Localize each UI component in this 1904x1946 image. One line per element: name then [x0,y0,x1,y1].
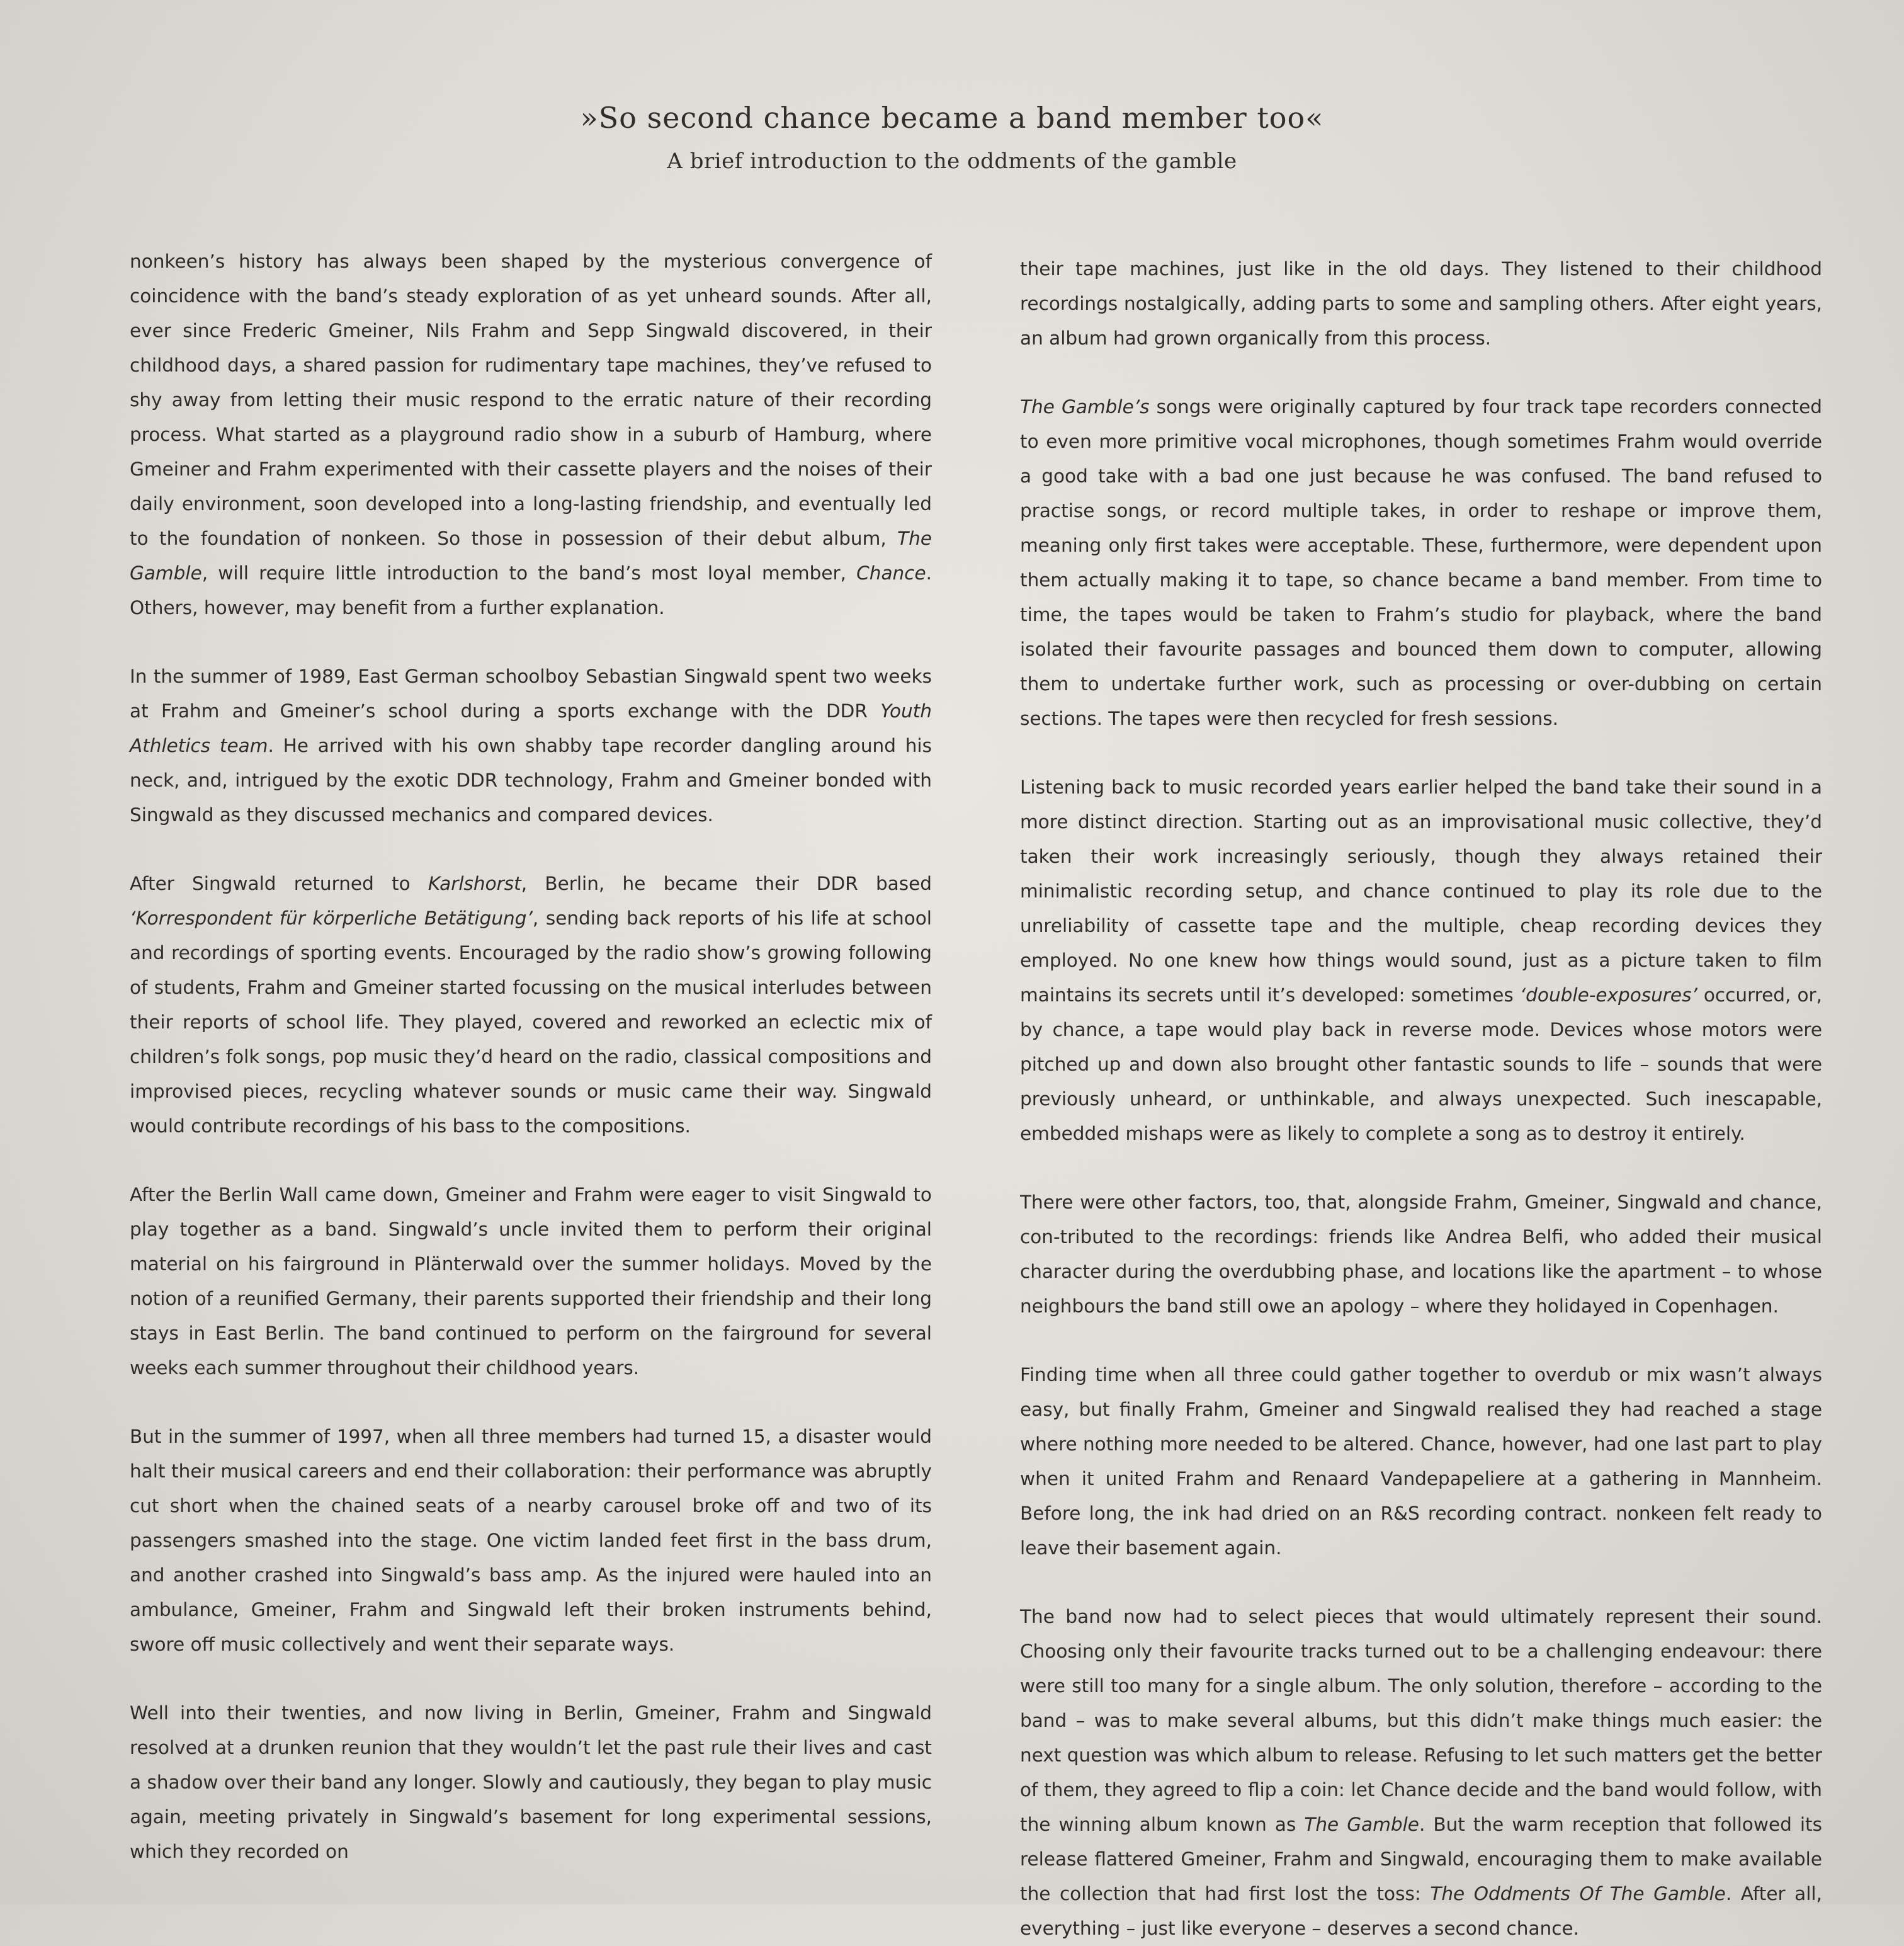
left-column [130,244,932,1869]
italic-run: The Oddments Of The Gamble [1430,1883,1726,1904]
paragraph: After the Berlin Wall came down, Gmeiner and Frahm were eager to visit Singwald to play together as a band. Singwald’s uncle invited them to perform their original material on his fairground in Plänterwald over the summer holidays. Moved by the notion of a reunified Germany, their parents supported their friendship and their long stays in East Berlin. The band continued to perform on the fairground for several weeks each summer throughout their childhood years. [130,1184,932,1379]
paragraph: their tape machines, just like in the old days. They listened to their childhood recordings nostalgically, adding parts to some and sampling others. After eight years, an album had grown organically from this process. [1020,258,1822,349]
right-column [1020,252,1822,1946]
text-run: songs were originally captured by four track tape recorders connected to even more primitive vocal microphones, though sometimes Frahm would override a good take with a bad one just because he was confused. The band refused to practise songs, or record multiple takes, in order to reshape or improve them, meaning only first takes were acceptable. These, furthermore, were dependent upon them actually making it to tape, so chance became a band member. From time to time, the tapes would be taken to Frahm’s studio for playback, where the band isolated their favourite passages and bounced them down to computer, allowing them to undertake further work, such as processing or over-dubbing on certain sections. The tapes were then recycled for fresh sessions. [1020,396,1822,729]
text-run: Listening back to music recorded years earlier helped the band take their sound in a more distinct direction. Starting out as an improvisational music collective, they’d taken their work increasingly seriously, though they always retained their minimalistic recording setup, and chance continued to play its role due to the unreliability of cassette tape and the multiple, cheap recording devices they employed. No one knew how things would sound, just as a picture taken to film maintains its secrets until it’s developed: sometimes [1020,777,1822,1006]
text-run: The band now had to select pieces that would ultimately represent their sound. Choosing only their favourite tracks turned out to be a challenging endeavour: there were still too many for a single album. The only solution, therefore – according to the band – was to make several albums, but this didn’t make things much easier: the next question was which album to release. Refusing to let such matters get the better of them, they agreed to flip a coin: let Chance decide and the band would follow, with the winning album known as [1020,1606,1822,1835]
paragraph: Well into their twenties, and now living in Berlin, Gmeiner, Frahm and Singwald resolved at a drunken reunion that they wouldn’t let the past rule their lives and cast a shadow over their band any longer. Slowly and cautiously, they began to play music again, meeting privately in Singwald’s basement for long experimental sessions, which they recorded on [130,1702,932,1862]
italic-run: The Gamble [1304,1814,1419,1835]
text-run: In the summer of 1989, East German schoolboy Sebastian Singwald spent two weeks at Frahm and Gmeiner’s school during a sports exchange with the DDR [130,666,932,722]
header [0,101,1904,174]
paragraph: Finding time when all three could gather together to overdub or mix wasn’t always easy, but finally Frahm, Gmeiner and Singwald realised they had reached a stage where nothing more needed to be altered. Chance, however, had one last part to play when it united Frahm and Renaard Vandepapeliere at a gathering in Mannheim. Before long, the ink had dried on an R&S recording contract. nonkeen felt ready to leave their basement again. [1020,1364,1822,1559]
paragraph [1020,1600,1822,1946]
italic-run: ‘Korrespondent für körperliche Betätigung’ [130,908,533,929]
italic-run: Chance [856,562,926,584]
italic-run: Karlshorst [428,873,521,894]
paragraph: But in the summer of 1997, when all three members had turned 15, a disaster would halt their musical careers and end their collaboration: their performance was abruptly cut short when the chained seats of a nearby carousel broke off and two of its passengers smashed into the stage. One victim landed feet first in the bass drum, and another crashed into Singwald’s bass amp. As the injured were hauled into an ambulance, Gmeiner, Frahm and Singwald left their broken instruments behind, swore off music collectively and went their separate ways. [130,1426,932,1655]
text-run: , sending back reports of his life at school and recordings of sporting events. Encouraged by the radio show’s growing following of students, Frahm and Gmeiner started focussing on the musical interludes between their reports of school life. They played, covered and reworked an eclectic mix of children’s folk songs, pop music they’d heard on the radio, classical compositions and improvised pieces, recycling whatever sounds or music came their way. Singwald would contribute recordings of his bass to the compositions. [130,908,932,1137]
page-title: »So second chance became a band member too« [580,101,1324,135]
paragraph: There were other factors, too, that, alongside Frahm, Gmeiner, Singwald and chance, con-tributed to the recordings: friends like Andrea Belfi, who added their musical character during the overdubbing phase, and locations like the apartment – to whose neighbours the band still owe an apology – where they holidayed in Copenhagen. [1020,1192,1822,1317]
text-run: . After all, everything – just like everyone – deserves a second chance. [1020,1883,1822,1939]
text-run: . He arrived with his own shabby tape recorder dangling around his neck, and, intrigued by the exotic DDR technology, Frahm and Gmeiner bonded with Singwald as they discussed mechanics and compared devices. [130,735,932,826]
paragraph [1020,390,1822,736]
text-run: , Berlin, he became their DDR based [521,873,932,894]
text-run: nonkeen’s history has always been shaped by the mysterious convergence of coincidence with the band’s steady exploration of as yet unheard sounds. After all, ever since Frederic Gmeiner, Nils Frahm and Sepp Singwald discovered, in their childhood days, a shared passion for rudimentary tape machines, they’ve refused to shy away from letting their music respond to the erratic nature of their recording process. What started as a playground radio show in a suburb of Hamburg, where Gmeiner and Frahm experimented with their cassette players and the noises of their daily environment, soon developed into a long-lasting friendship, and eventually led to the foundation of nonkeen. So those in possession of their debut album, [130,251,932,549]
text-run: . Others, however, may benefit from a further explanation. [130,562,932,618]
italic-run: Youth Athletics team [130,700,932,756]
italic-run: The Gamble’s [1020,396,1150,418]
paragraph [1020,770,1822,1151]
paragraph [130,244,932,625]
text-run: occurred, or, by chance, a tape would play back in reverse mode. Devices whose motors were pitched up and down also brought other fantastic sounds to life – sounds that were previously unheard, or unthinkable, and always unexpected. Such inescapable, embedded mishaps were as likely to complete a song as to destroy it entirely. [1020,984,1823,1144]
italic-run: The Gamble [130,528,932,584]
text-run: . But the warm reception that followed its release flattered Gmeiner, Frahm and Singwald, encouraging them to make available the collection that had first lost the toss: [1020,1814,1822,1904]
page-subtitle: A brief introduction to the oddments of the gamble [667,149,1237,174]
italic-run: ‘double-exposures’ [1519,984,1697,1006]
paragraph [130,867,932,1144]
text-run: , will require little introduction to the band’s most loyal member, [201,562,857,584]
text-run: After Singwald returned to [130,873,428,894]
paragraph [130,659,932,833]
